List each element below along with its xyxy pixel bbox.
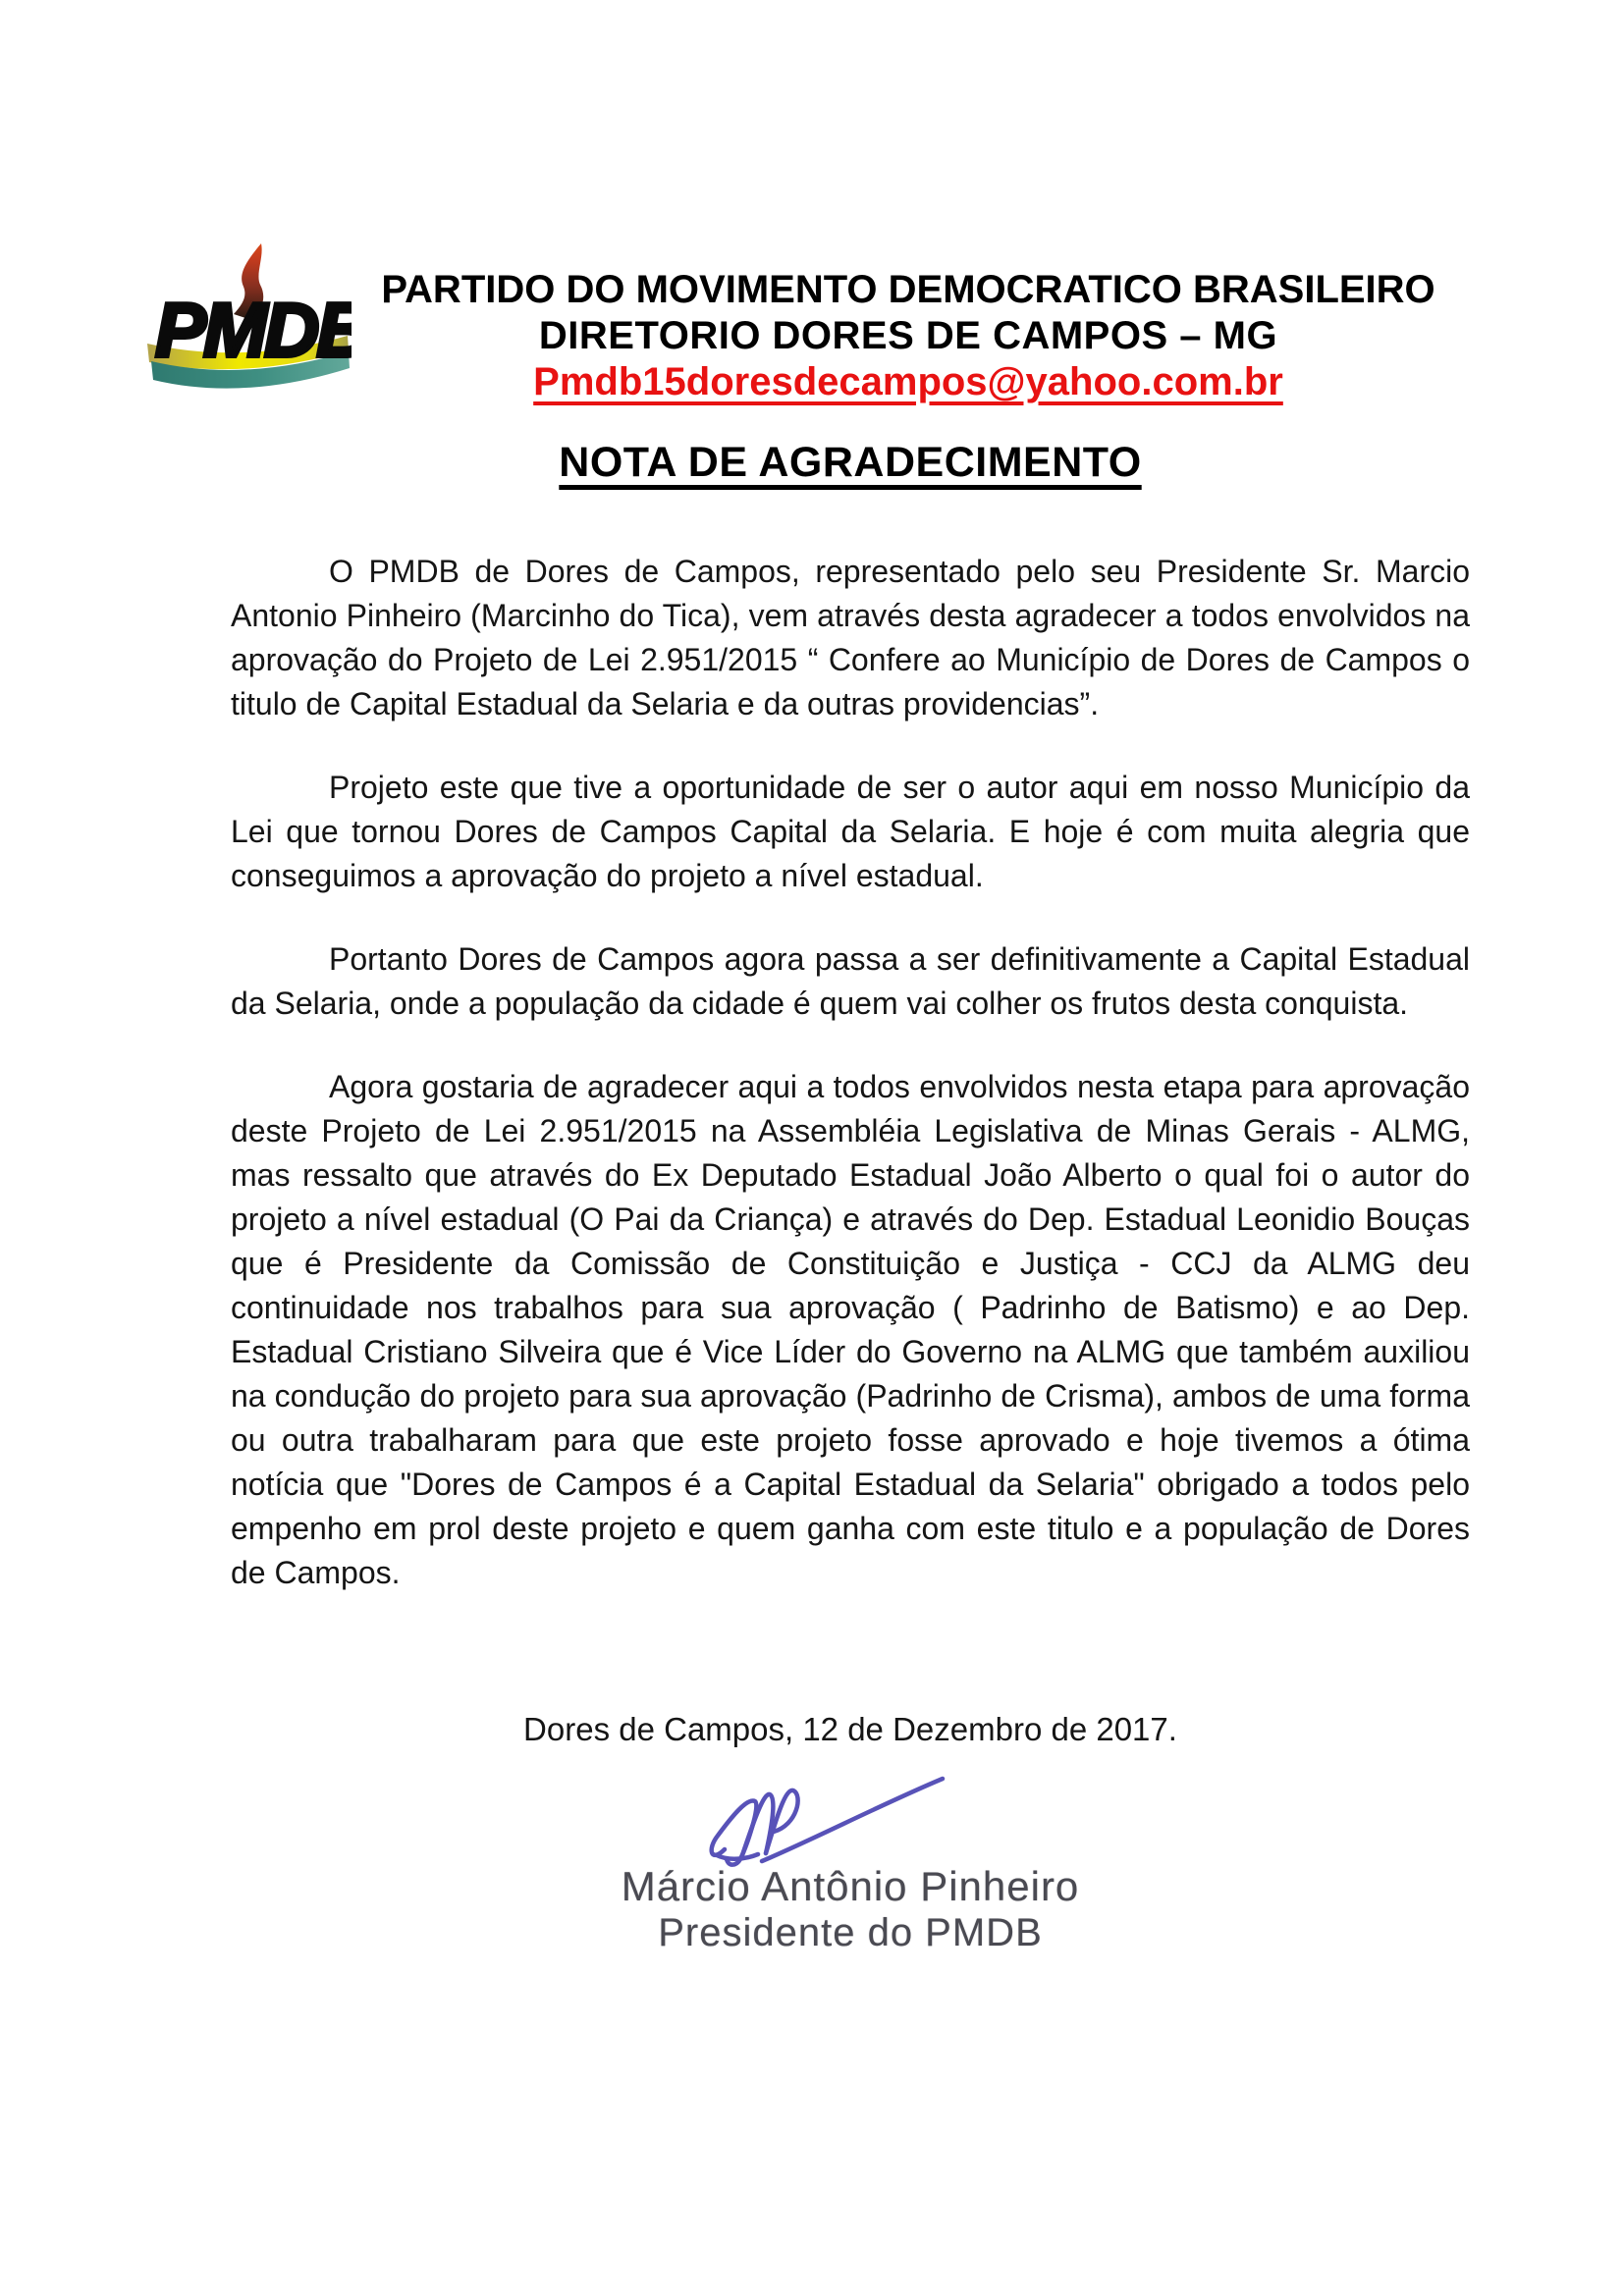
- body-paragraph: O PMDB de Dores de Campos, representado pelo seu Presidente Sr. Marcio Antonio Pinheiro (Marcinho do Tica), vem através desta agradecer a todos envolvidos na aprovação do Projeto de Lei 2.951/2015 “ Confere ao Município de Dores de Campos o titulo de Capital Estadual da Selaria e da outras providencias”.: [231, 554, 1470, 721]
- body-paragraph: Portanto Dores de Campos agora passa a ser definitivamente a Capital Estadual da Selaria, onde a população da cidade é quem vai colher os frutos desta conquista.: [231, 941, 1470, 1021]
- signature-block: [231, 1863, 1470, 1955]
- body-paragraph: Agora gostaria de agradecer aqui a todos envolvidos nesta etapa para aprovação deste Projeto de Lei 2.951/2015 na Assembléia Legislativa de Minas Gerais - ALMG, mas ressalto que através do Ex Deputado Estadual João Alberto o qual foi o autor do projeto a nível estadual (O Pai da Criança) e através do Dep. Estadual Leonidio Bouças que é Presidente da Comissão de Constituição e Justiça - CCJ da ALMG deu continuidade nos trabalhos para sua aprovação ( Padrinho de Batismo) e ao Dep. Estadual Cristiano Silveira que é Vice Líder do Governo na ALMG que também auxiliou na condução do projeto para sua aprovação (Padrinho de Crisma), ambos de uma forma ou outra trabalharam para que este projeto fosse aprovado e hoje tivemos a ótima notícia que "Dores de Campos é a Capital Estadual da Selaria" obrigado a todos pelo empenho em prol deste projeto e quem ganha com este titulo e a população de Dores de Campos.: [231, 1069, 1470, 1590]
- letterhead: [373, 267, 1443, 405]
- org-directory-line: DIRETORIO DORES DE CAMPOS – MG: [538, 314, 1278, 357]
- email-link[interactable]: Pmdb15doresdecampos@yahoo.com.br: [533, 360, 1283, 403]
- letter-body: [231, 550, 1470, 1634]
- signatory-name: Márcio Antônio Pinheiro: [621, 1863, 1080, 1909]
- logo-text: PMDB: [155, 287, 352, 373]
- pmdb-logo: [145, 241, 352, 397]
- signature-ink: [705, 1769, 950, 1875]
- signatory-role: Presidente do PMDB: [658, 1911, 1043, 1954]
- document-title: NOTA DE AGRADECIMENTO: [559, 439, 1142, 486]
- body-paragraph: Projeto este que tive a oportunidade de ser o autor aqui em nosso Município da Lei que tornou Dores de Campos Capital da Selaria. E hoje é com muita alegria que conseguimos a aprovação do projeto a nível estadual.: [231, 770, 1470, 893]
- date-line: Dores de Campos, 12 de Dezembro de 2017.: [523, 1711, 1177, 1747]
- org-name-line: PARTIDO DO MOVIMENTO DEMOCRATICO BRASILEIRO: [381, 268, 1435, 311]
